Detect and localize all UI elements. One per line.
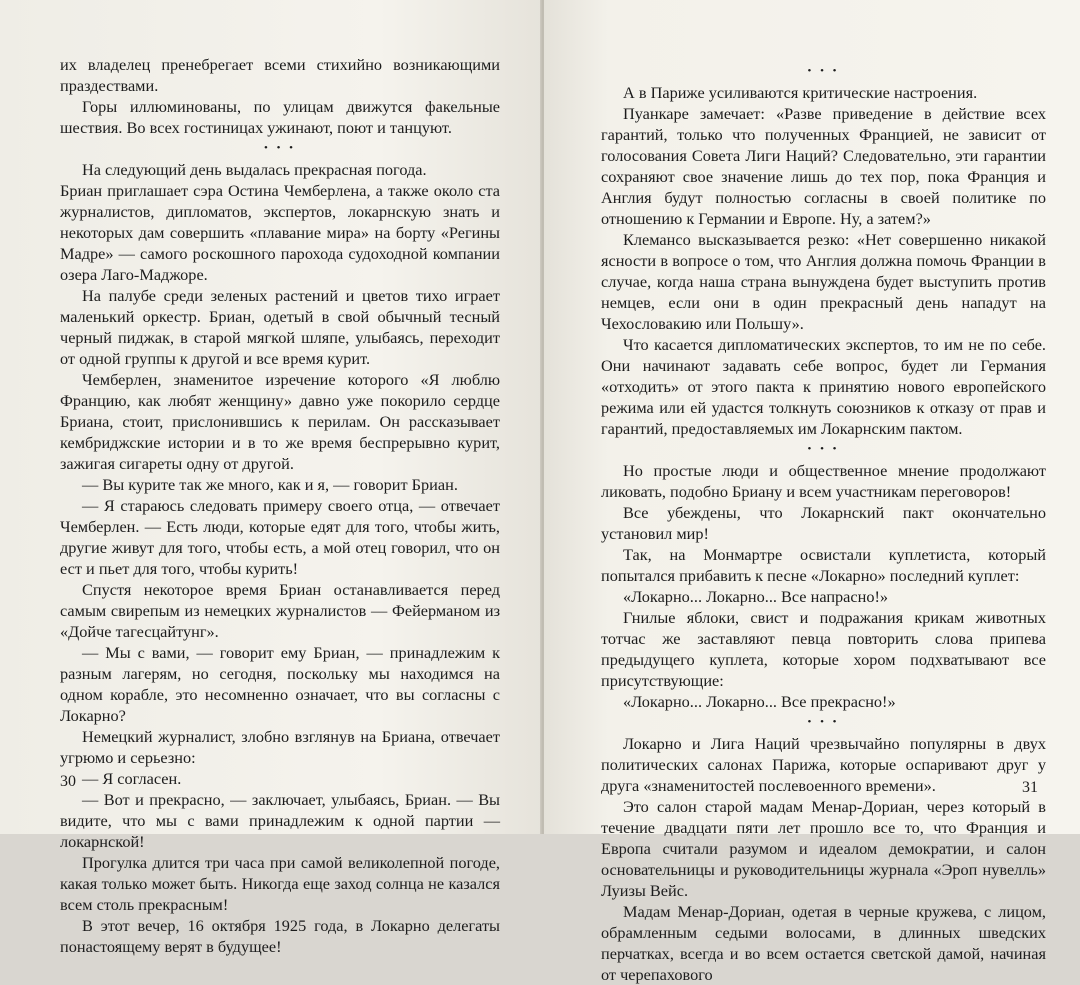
page-number: 31 [1022, 779, 1038, 796]
section-separator: • • • [807, 443, 840, 455]
section-separator: • • • [807, 716, 840, 728]
paragraph: «Локарно... Локарно... Все прекрасно!» [623, 692, 896, 711]
paragraph: «Локарно... Локарно... Все напрасно!» [623, 587, 889, 606]
paragraph: На палубе среди зеленых растений и цветов тихо играет маленький оркестр. Бриан, одетый в свой обычный тесный черный пиджак, в старой мягкой шляпе, улыбаясь, переходит от одной группы к другой и все время курит. [60, 286, 500, 368]
paragraph: Что касается дипломатических экспертов, то им не по себе. Они начинают задавать себе вопрос, будет ли Германия «отходить» от этого пакта к принятию нового европейского режима или ей удастся толкнуть союзников к отказу от прав и гарантий, предоставляемых им Локарнским пактом. [601, 335, 1046, 438]
paragraph: — Вот и прекрасно, — заключает, улыбаясь, Бриан. — Вы видите, что мы с вами принадлежим к одной партии — локарнской! [60, 790, 500, 851]
paragraph: Мадам Менар-Дориан, одетая в черные кружева, с лицом, обрамленным седыми волосами, в длинных шведских перчатках, всегда и во всем остается светской дамой, начиная от черепахового [601, 902, 1046, 984]
paragraph: Чемберлен, знаменитое изречение которого «Я люблю Францию, как любят женщину» давно уже покорило сердце Бриана, стоит, прислонившись к перилам. Он рассказывает кембриджские истории и в то же время беспрерывно курит, зажигая сигареты одну от другой. [60, 370, 500, 473]
paragraph: Горы иллюминованы, по улицам движутся факельные шествия. Во всех гостиницах ужинают, поют и танцуют. [60, 97, 500, 137]
paragraph: Это салон старой мадам Менар-Дориан, через который в течение двадцати пяти лет прошло все то, что Франция и Европа считали разумом и идеалом демократии, и салон основательницы и руководительницы журнала «Эроп нувелль» Луизы Вейс. [601, 797, 1046, 900]
paragraph: их владелец пренебрегает всеми стихийно возникающими праздествами. [60, 55, 500, 95]
paragraph: На следующий день выдалась прекрасная погода. [82, 160, 427, 179]
page-number: 30 [60, 773, 76, 790]
left-page [0, 0, 542, 956]
paragraph: — Я согласен. [82, 769, 182, 788]
paragraph: — Вы курите так же много, как и я, — говорит Бриан. [82, 475, 458, 494]
paragraph: В этот вечер, 16 октября 1925 года, в Локарно делегаты понастоящему верят в будущее! [60, 916, 500, 956]
paragraph: Но простые люди и общественное мнение продолжают ликовать, подобно Бриану и всем участникам переговоров! [601, 461, 1046, 501]
section-separator: • • • [807, 65, 840, 77]
paragraph: А в Париже усиливаются критические настроения. [623, 83, 978, 102]
paragraph: Так, на Монмартре освистали куплетиста, который попытался прибавить к песне «Локарно» последний куплет: [601, 545, 1046, 585]
right-page-text [601, 61, 1046, 985]
section-separator: • • • [263, 142, 297, 154]
paragraph: Клемансо высказывается резко: «Нет совершенно никакой ясности в вопросе о том, что Англия должна помочь Франции в случае, когда наша страна вынуждена будет выступить против немцев, если они в один прекрасный день нападут на Чехословакию или Польшу». [601, 230, 1046, 333]
paragraph: — Я стараюсь следовать примеру своего отца, — отвечает Чемберлен. — Есть люди, которые едят для того, чтобы жить, другие живут для того, чтобы есть, а мой отец говорил, что он ест и пьет для того, чтобы курить! [60, 496, 500, 578]
right-page [544, 0, 1080, 984]
paragraph: Спустя некоторое время Бриан останавливается перед самым свирепым из немецких журналистов — Фейерманом из «Дойче тагесцайтунг». [60, 580, 500, 641]
paragraph: Прогулка длится три часа при самой великолепной погоде, какая только может быть. Никогда еще заход солнца не казался всем столь прекрасным! [60, 853, 500, 914]
paragraph: Пуанкаре замечает: «Разве приведение в действие всех гарантий, только что полученных Францией, не зависит от голосования Совета Лиги Наций? Следовательно, эти гарантии сохраняют свое значение лишь до тех пор, пока Франция и Англия будут полностью согласны в своей политике по отношению к Германии и Европе. Ну, а затем?» [601, 104, 1046, 228]
paragraph: — Мы с вами, — говорит ему Бриан, — принадлежим к разным лагерям, но сегодня, поскольку мы находимся на одном корабле, это несомненно означает, что вы согласны с Локарно? [60, 643, 500, 725]
left-page-text [60, 54, 500, 957]
paragraph: Все убеждены, что Локарнский пакт окончательно установил мир! [601, 503, 1046, 543]
paragraph: Локарно и Лига Наций чрезвычайно популярны в двух политических салонах Парижа, которые оспаривают друг у друга «знаменитостей послевоенного времени». [601, 734, 1046, 795]
paragraph: Бриан приглашает сэра Остина Чемберлена, а также около ста журналистов, дипломатов, экспертов, локарнскую знать и некоторых дам совершить «плавание мира» на борту «Регины Мадре» — самого роскошного парохода судоходной компании озера Лаго-Маджоре. [60, 181, 500, 284]
paragraph: Немецкий журналист, злобно взглянув на Бриана, отвечает угрюмо и серьезно: [60, 727, 500, 767]
paragraph: Гнилые яблоки, свист и подражания крикам животных тотчас же заставляют певца повторить слова припева предыдущего куплета, которые хором подхватывают все присутствующие: [601, 608, 1046, 690]
